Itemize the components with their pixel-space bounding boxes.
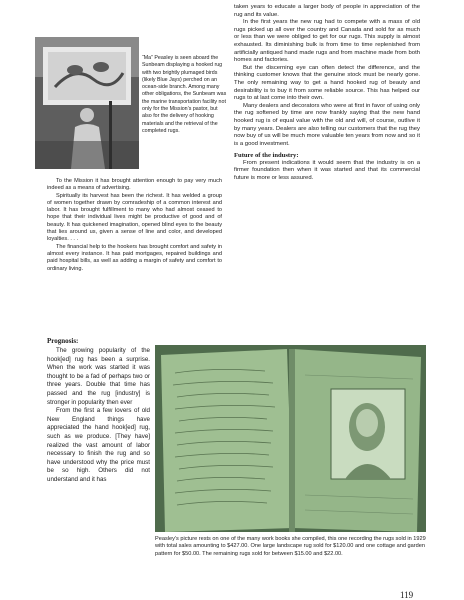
paragraph: To the Mission it has brought attention enough to pay very much indeed as a means of advertising. [47, 178, 222, 192]
page-number: 119 [400, 590, 414, 600]
paragraph: The financial help to the hookers has brought comfort and safety in almost every instance. It has paid mortgages, repaired buildings and paid hospital bills, as well as adding a margin of safety and comfort to ordinary living. [47, 243, 222, 272]
photo-ma-peasley-sunbeam [35, 37, 139, 169]
paragraph: From present indications it would seem that the industry is on a firmer foundation then when it was started and that its commercial future is more or less assured. [234, 159, 420, 182]
paragraph: In the first years the new rug had to compete with a mass of old rugs picked up all over the country and Canada and sold for as much or less than we were obliged to get for our rugs. This supply is almost exhausted. Its diminishing bulk is from time to time replenished from artificially antiqued hand made rugs and from machine made from both homes and factories. [234, 19, 420, 64]
prognosis-text [47, 347, 150, 485]
photo-workbook [155, 345, 426, 532]
prognosis-heading: Prognosis: [47, 337, 79, 345]
paragraph: taken years to educate a larger body of people in appreciation of the rug and its value. [234, 4, 420, 18]
paragraph: The growing popularity of the hook[ed] rug has been a surprise. When the work was started it was thought to be a fad of perhaps two or three years. Double that time has passed and the rug [industry] is stronger in popularity then ever [47, 347, 150, 406]
paragraph: Spiritually its harvest has been the richest. It has welded a group of women together drawn by comradeship of a common interest and labor. It has brought fulfillment to many who had almost ceased to hope that their individual lives might be productive of good and of beauty. It has quickened imagination, opened blind eyes to the beauty that lies around us, given a sense of line and color, and developed loyalties. . . . [47, 192, 222, 243]
left-column-text [47, 178, 222, 273]
right-column-text [234, 4, 420, 183]
paragraph: But the discerning eye can often detect the difference, and the thinking customer knows that the genuine stock must be nearly gone. The only remaining way to get a hand hooked rug of beauty and desirability is to buy it from some reliable source. This has helped our rugs to at last come into their own. [234, 64, 420, 102]
paragraph: Many dealers and decorators who were at first in favor of using only the rug softened by time are now frankly saying that the new hand hooked rug is of equal value with the old and will, of course, outlive it by many years. Dealers are also telling our customers that the rug they now buy of us will be much more valuable ten years from now and so it is a good investment. [234, 102, 420, 147]
future-heading: Future of the industry: [234, 152, 299, 160]
photo2-caption: Peasley’s picture rests on one of the many work books she compiled, this one recording the rugs sold in 1929 with total sales amounting to $427.00. One large landscape rug sold for $120.00 and one cottage and garden pattern for $50.00. The remaining rugs sold for between $15.00 and $22.00. [155, 536, 426, 557]
photo1-caption: “Ma” Peasley is seen aboard the Sunbeam displaying a hooked rug with two brightly plumaged birds (likely Blue Jays) perched on an ocean-side branch. Among many other obligations, the Sunbeam was the marine transportation facility not only for the Mission’s pastor, but also for the delivery of hooking materials and the retrieval of the completed rugs. [142, 55, 227, 134]
paragraph: From the first a few lovers of old New England things have appreciated the hand hook[ed] rug, such as we produce. [They have] realized the vast amount of labor necessary to finish the rug and so have understood why the price must be so high. Others did not understand and it has [47, 407, 150, 483]
